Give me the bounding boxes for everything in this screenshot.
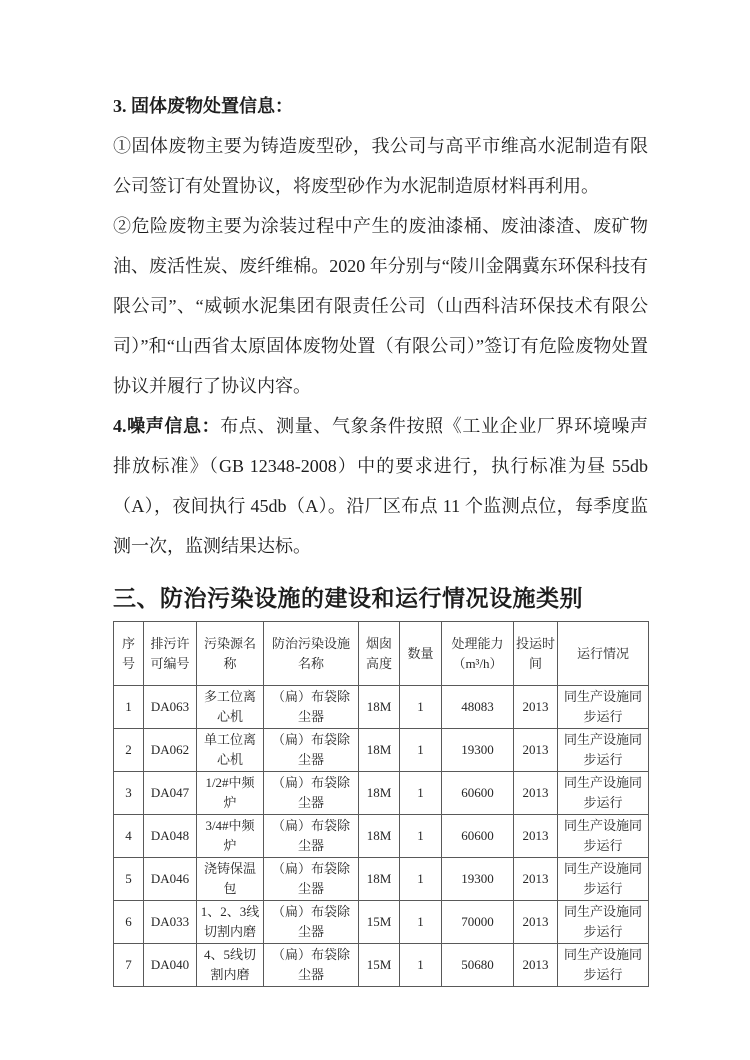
cell-quantity: 1 xyxy=(400,901,442,944)
cell-quantity: 1 xyxy=(400,858,442,901)
cell-facility-name: （扁）布袋除尘器 xyxy=(264,944,359,987)
cell-index: 5 xyxy=(114,858,144,901)
table-header-row xyxy=(114,622,649,686)
cell-pollution-source: 3/4#中频炉 xyxy=(197,815,264,858)
noise-heading: 4.噪声信息： xyxy=(113,416,221,436)
cell-facility-name: （扁）布袋除尘器 xyxy=(264,729,359,772)
col-header-permit-no: 排污许可编号 xyxy=(144,622,197,686)
table-row xyxy=(114,944,649,987)
cell-permit-no: DA062 xyxy=(144,729,197,772)
cell-commission-year: 2013 xyxy=(514,772,558,815)
cell-quantity: 1 xyxy=(400,815,442,858)
cell-index: 4 xyxy=(114,815,144,858)
table-row xyxy=(114,815,649,858)
cell-pollution-source: 单工位离心机 xyxy=(197,729,264,772)
table-row xyxy=(114,772,649,815)
cell-permit-no: DA033 xyxy=(144,901,197,944)
cell-operation-status: 同生产设施同步运行 xyxy=(558,901,649,944)
cell-facility-name: （扁）布袋除尘器 xyxy=(264,815,359,858)
table-row xyxy=(114,858,649,901)
cell-capacity: 19300 xyxy=(442,729,514,772)
cell-commission-year: 2013 xyxy=(514,901,558,944)
cell-capacity: 70000 xyxy=(442,901,514,944)
cell-operation-status: 同生产设施同步运行 xyxy=(558,772,649,815)
cell-commission-year: 2013 xyxy=(514,729,558,772)
cell-capacity: 50680 xyxy=(442,944,514,987)
cell-quantity: 1 xyxy=(400,729,442,772)
table-row xyxy=(114,901,649,944)
cell-operation-status: 同生产设施同步运行 xyxy=(558,729,649,772)
cell-pollution-source: 浇铸保温包 xyxy=(197,858,264,901)
cell-capacity: 19300 xyxy=(442,858,514,901)
cell-permit-no: DA046 xyxy=(144,858,197,901)
cell-stack-height: 18M xyxy=(359,686,400,729)
cell-index: 6 xyxy=(114,901,144,944)
cell-commission-year: 2013 xyxy=(514,686,558,729)
cell-facility-name: （扁）布袋除尘器 xyxy=(264,772,359,815)
cell-index: 2 xyxy=(114,729,144,772)
cell-commission-year: 2013 xyxy=(514,815,558,858)
col-header-operation-status: 运行情况 xyxy=(558,622,649,686)
cell-capacity: 60600 xyxy=(442,772,514,815)
cell-quantity: 1 xyxy=(400,944,442,987)
cell-stack-height: 15M xyxy=(359,901,400,944)
cell-stack-height: 15M xyxy=(359,944,400,987)
cell-commission-year: 2013 xyxy=(514,944,558,987)
cell-permit-no: DA047 xyxy=(144,772,197,815)
cell-facility-name: （扁）布袋除尘器 xyxy=(264,686,359,729)
col-header-capacity: 处理能力（m³/h） xyxy=(442,622,514,686)
table-row xyxy=(114,686,649,729)
cell-capacity: 60600 xyxy=(442,815,514,858)
facilities-section-title: 三、防治污染设施的建设和运行情况设施类别 xyxy=(113,586,583,611)
cell-pollution-source: 4、5线切割内磨 xyxy=(197,944,264,987)
solid-waste-paragraph-2: ②危险废物主要为涂装过程中产生的废油漆桶、废油漆渣、废矿物油、废活性炭、废纤维棉。2020 年分别与“陵川金隅冀东环保科技有限公司”、“威顿水泥集团有限责任公司（山西科洁环保技术有限公司）”和“山西省太原固体废物处置（有限公司）”签订有危险废物处置协议并履行了协议内容。 xyxy=(113,216,648,396)
col-header-facility-name: 防治污染设施名称 xyxy=(264,622,359,686)
col-header-index: 序号 xyxy=(114,622,144,686)
cell-operation-status: 同生产设施同步运行 xyxy=(558,815,649,858)
solid-waste-paragraph-1: ①固体废物主要为铸造废型砂，我公司与高平市维高水泥制造有限公司签订有处置协议，将废型砂作为水泥制造原材料再利用。 xyxy=(113,136,648,196)
table-row xyxy=(114,729,649,772)
noise-paragraph xyxy=(113,406,648,566)
solid-waste-heading: 3. 固体废物处置信息： xyxy=(113,96,293,116)
cell-index: 3 xyxy=(114,772,144,815)
cell-permit-no: DA040 xyxy=(144,944,197,987)
cell-facility-name: （扁）布袋除尘器 xyxy=(264,901,359,944)
cell-operation-status: 同生产设施同步运行 xyxy=(558,686,649,729)
cell-stack-height: 18M xyxy=(359,772,400,815)
noise-body: 布点、测量、气象条件按照《工业企业厂界环境噪声排放标准》（GB 12348-2008）中的要求进行，执行标准为昼 55db（A），夜间执行 45db（A）。沿厂区布点 11 个监测点位，每季度监测一次，监测结果达标。 xyxy=(113,416,648,556)
cell-stack-height: 18M xyxy=(359,815,400,858)
table-body xyxy=(114,686,649,987)
col-header-pollution-source: 污染源名称 xyxy=(197,622,264,686)
cell-pollution-source: 多工位离心机 xyxy=(197,686,264,729)
col-header-commission-year: 投运时间 xyxy=(514,622,558,686)
cell-operation-status: 同生产设施同步运行 xyxy=(558,858,649,901)
col-header-stack-height: 烟囱高度 xyxy=(359,622,400,686)
cell-stack-height: 18M xyxy=(359,858,400,901)
cell-permit-no: DA063 xyxy=(144,686,197,729)
cell-pollution-source: 1/2#中频炉 xyxy=(197,772,264,815)
cell-quantity: 1 xyxy=(400,686,442,729)
cell-stack-height: 18M xyxy=(359,729,400,772)
cell-index: 1 xyxy=(114,686,144,729)
facilities-table xyxy=(113,621,649,987)
cell-permit-no: DA048 xyxy=(144,815,197,858)
table-header xyxy=(114,622,649,686)
cell-index: 7 xyxy=(114,944,144,987)
cell-quantity: 1 xyxy=(400,772,442,815)
cell-facility-name: （扁）布袋除尘器 xyxy=(264,858,359,901)
cell-commission-year: 2013 xyxy=(514,858,558,901)
cell-operation-status: 同生产设施同步运行 xyxy=(558,944,649,987)
col-header-quantity: 数量 xyxy=(400,622,442,686)
cell-pollution-source: 1、2、3线切割内磨 xyxy=(197,901,264,944)
cell-capacity: 48083 xyxy=(442,686,514,729)
